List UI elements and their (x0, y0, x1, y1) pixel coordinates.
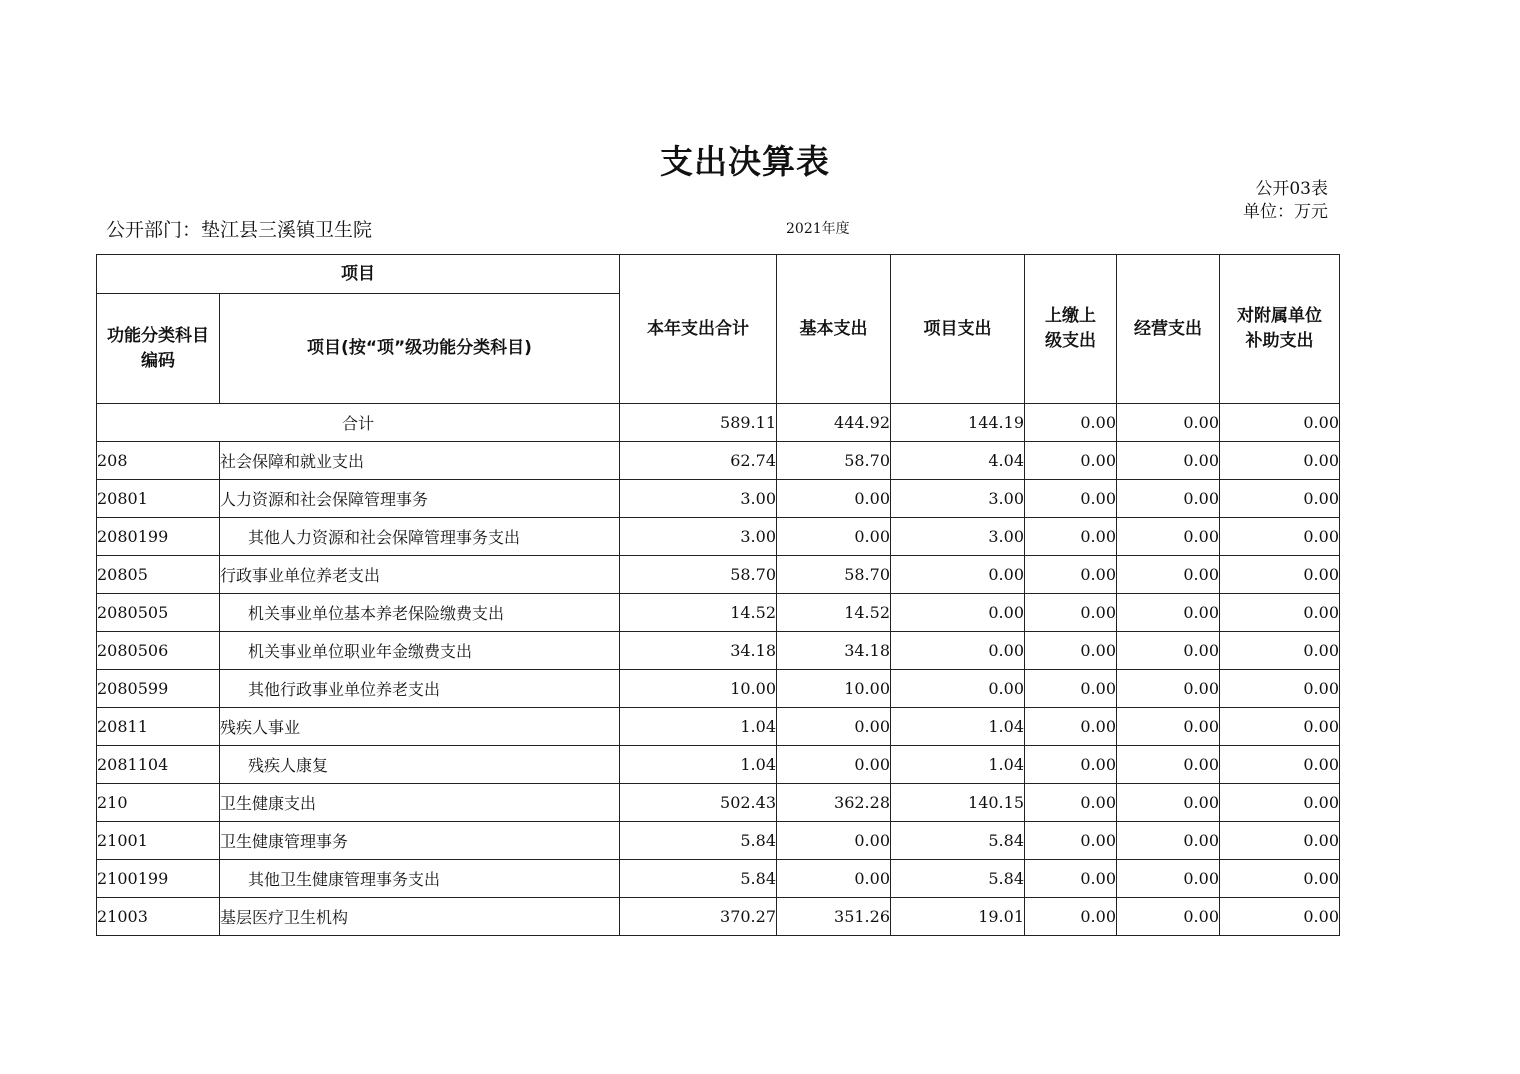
row-cell-business: 0.00 (1117, 442, 1220, 480)
table-row (97, 480, 1340, 518)
row-name: 残疾人康复 (220, 746, 620, 784)
row-code: 2080199 (97, 518, 220, 556)
row-code: 20801 (97, 480, 220, 518)
table-row (97, 708, 1340, 746)
row-cell-business: 0.00 (1117, 784, 1220, 822)
row-cell-project: 0.00 (891, 632, 1025, 670)
row-code: 20811 (97, 708, 220, 746)
row-cell-project: 3.00 (891, 480, 1025, 518)
table-row (97, 860, 1340, 898)
row-name: 社会保障和就业支出 (220, 442, 620, 480)
row-cell-basic: 351.26 (777, 898, 891, 936)
row-cell-subsidy: 0.00 (1220, 442, 1340, 480)
row-cell-business: 0.00 (1117, 670, 1220, 708)
row-cell-total: 1.04 (620, 708, 777, 746)
row-cell-total: 370.27 (620, 898, 777, 936)
row-cell-basic: 0.00 (777, 860, 891, 898)
table-row (97, 632, 1340, 670)
row-name: 机关事业单位职业年金缴费支出 (220, 632, 620, 670)
row-cell-subsidy: 0.00 (1220, 898, 1340, 936)
header-subsidy-text: 对附属单位补助支出 (1237, 306, 1322, 351)
row-code: 2080599 (97, 670, 220, 708)
row-cell-basic: 10.00 (777, 670, 891, 708)
row-cell-project: 1.04 (891, 708, 1025, 746)
row-cell-upper: 0.00 (1025, 708, 1117, 746)
total-cell-business: 0.00 (1117, 404, 1220, 442)
row-cell-project: 140.15 (891, 784, 1025, 822)
row-cell-subsidy: 0.00 (1220, 784, 1340, 822)
row-code: 2080505 (97, 594, 220, 632)
header-business: 经营支出 (1117, 255, 1220, 404)
table-row (97, 898, 1340, 936)
expenditure-table (96, 254, 1340, 936)
row-cell-project: 0.00 (891, 556, 1025, 594)
row-cell-subsidy: 0.00 (1220, 556, 1340, 594)
row-cell-basic: 58.70 (777, 556, 891, 594)
row-cell-subsidy: 0.00 (1220, 822, 1340, 860)
fiscal-year: 2021年度 (786, 221, 850, 237)
row-cell-basic: 0.00 (777, 518, 891, 556)
row-code: 21003 (97, 898, 220, 936)
row-name: 人力资源和社会保障管理事务 (220, 480, 620, 518)
row-cell-subsidy: 0.00 (1220, 632, 1340, 670)
row-cell-total: 3.00 (620, 480, 777, 518)
header-upper (1025, 255, 1117, 404)
row-cell-project: 5.84 (891, 860, 1025, 898)
row-name: 卫生健康支出 (220, 784, 620, 822)
total-cell-upper: 0.00 (1025, 404, 1117, 442)
total-cell-basic: 444.92 (777, 404, 891, 442)
row-name: 残疾人事业 (220, 708, 620, 746)
row-cell-business: 0.00 (1117, 480, 1220, 518)
row-cell-business: 0.00 (1117, 898, 1220, 936)
header-subsidy (1220, 255, 1340, 404)
department-line (106, 215, 372, 242)
total-cell-project: 144.19 (891, 404, 1025, 442)
row-cell-total: 10.00 (620, 670, 777, 708)
row-cell-subsidy: 0.00 (1220, 518, 1340, 556)
row-cell-upper: 0.00 (1025, 442, 1117, 480)
table-code: 公开03表 (1255, 179, 1328, 199)
row-cell-project: 3.00 (891, 518, 1025, 556)
row-cell-total: 62.74 (620, 442, 777, 480)
row-cell-upper: 0.00 (1025, 556, 1117, 594)
row-name: 其他卫生健康管理事务支出 (220, 860, 620, 898)
row-cell-subsidy: 0.00 (1220, 708, 1340, 746)
row-code: 21001 (97, 822, 220, 860)
header-project-exp: 项目支出 (891, 255, 1025, 404)
row-cell-basic: 0.00 (777, 746, 891, 784)
department-name: 垫江县三溪镇卫生院 (201, 219, 373, 241)
header-project: 项目 (97, 255, 620, 294)
row-cell-subsidy: 0.00 (1220, 480, 1340, 518)
department-label: 公开部门： (106, 219, 202, 241)
row-code: 20805 (97, 556, 220, 594)
unit-label: 单位：万元 (1243, 202, 1328, 222)
row-cell-upper: 0.00 (1025, 632, 1117, 670)
row-cell-total: 14.52 (620, 594, 777, 632)
row-code: 2080506 (97, 632, 220, 670)
row-cell-upper: 0.00 (1025, 898, 1117, 936)
row-cell-upper: 0.00 (1025, 860, 1117, 898)
row-name: 机关事业单位基本养老保险缴费支出 (220, 594, 620, 632)
row-cell-total: 5.84 (620, 860, 777, 898)
row-cell-total: 34.18 (620, 632, 777, 670)
row-cell-business: 0.00 (1117, 746, 1220, 784)
row-cell-basic: 362.28 (777, 784, 891, 822)
row-cell-basic: 58.70 (777, 442, 891, 480)
row-cell-business: 0.00 (1117, 822, 1220, 860)
row-cell-upper: 0.00 (1025, 746, 1117, 784)
header-func-code-text: 功能分类科目编码 (107, 325, 209, 371)
row-cell-basic: 0.00 (777, 708, 891, 746)
table-row (97, 518, 1340, 556)
row-name: 其他行政事业单位养老支出 (220, 670, 620, 708)
table-row (97, 670, 1340, 708)
total-cell-subsidy: 0.00 (1220, 404, 1340, 442)
row-cell-upper: 0.00 (1025, 518, 1117, 556)
row-cell-project: 1.04 (891, 746, 1025, 784)
header-func-code (97, 294, 220, 404)
table-row (97, 442, 1340, 480)
row-cell-business: 0.00 (1117, 518, 1220, 556)
row-cell-project: 4.04 (891, 442, 1025, 480)
table-row (97, 556, 1340, 594)
row-cell-upper: 0.00 (1025, 784, 1117, 822)
doc-meta (1200, 178, 1328, 224)
table-row (97, 746, 1340, 784)
row-cell-total: 3.00 (620, 518, 777, 556)
row-code: 2081104 (97, 746, 220, 784)
row-cell-business: 0.00 (1117, 632, 1220, 670)
header-total: 本年支出合计 (620, 255, 777, 404)
row-cell-subsidy: 0.00 (1220, 746, 1340, 784)
row-cell-project: 19.01 (891, 898, 1025, 936)
row-code: 2100199 (97, 860, 220, 898)
table-row (97, 594, 1340, 632)
row-name: 其他人力资源和社会保障管理事务支出 (220, 518, 620, 556)
total-cell-total: 589.11 (620, 404, 777, 442)
table-row (97, 822, 1340, 860)
row-name: 基层医疗卫生机构 (220, 898, 620, 936)
row-cell-upper: 0.00 (1025, 480, 1117, 518)
row-cell-basic: 14.52 (777, 594, 891, 632)
row-cell-business: 0.00 (1117, 594, 1220, 632)
page-title: 支出决算表 (660, 142, 830, 181)
row-cell-total: 5.84 (620, 822, 777, 860)
row-cell-business: 0.00 (1117, 708, 1220, 746)
row-cell-upper: 0.00 (1025, 822, 1117, 860)
row-cell-subsidy: 0.00 (1220, 670, 1340, 708)
row-cell-business: 0.00 (1117, 556, 1220, 594)
row-cell-upper: 0.00 (1025, 594, 1117, 632)
row-cell-project: 0.00 (891, 670, 1025, 708)
row-cell-total: 58.70 (620, 556, 777, 594)
row-cell-basic: 0.00 (777, 480, 891, 518)
row-name: 行政事业单位养老支出 (220, 556, 620, 594)
total-row (97, 404, 1340, 442)
row-cell-basic: 34.18 (777, 632, 891, 670)
row-code: 208 (97, 442, 220, 480)
row-cell-project: 5.84 (891, 822, 1025, 860)
row-cell-project: 0.00 (891, 594, 1025, 632)
row-cell-business: 0.00 (1117, 860, 1220, 898)
row-cell-basic: 0.00 (777, 822, 891, 860)
total-label: 合计 (97, 404, 620, 442)
row-code: 210 (97, 784, 220, 822)
table-row (97, 784, 1340, 822)
row-cell-total: 502.43 (620, 784, 777, 822)
row-cell-total: 1.04 (620, 746, 777, 784)
header-basic: 基本支出 (777, 255, 891, 404)
row-cell-upper: 0.00 (1025, 670, 1117, 708)
row-cell-subsidy: 0.00 (1220, 594, 1340, 632)
row-name: 卫生健康管理事务 (220, 822, 620, 860)
row-cell-subsidy: 0.00 (1220, 860, 1340, 898)
header-item-name: 项目(按“项”级功能分类科目) (220, 294, 620, 404)
header-upper-text: 上缴上级支出 (1045, 306, 1096, 351)
